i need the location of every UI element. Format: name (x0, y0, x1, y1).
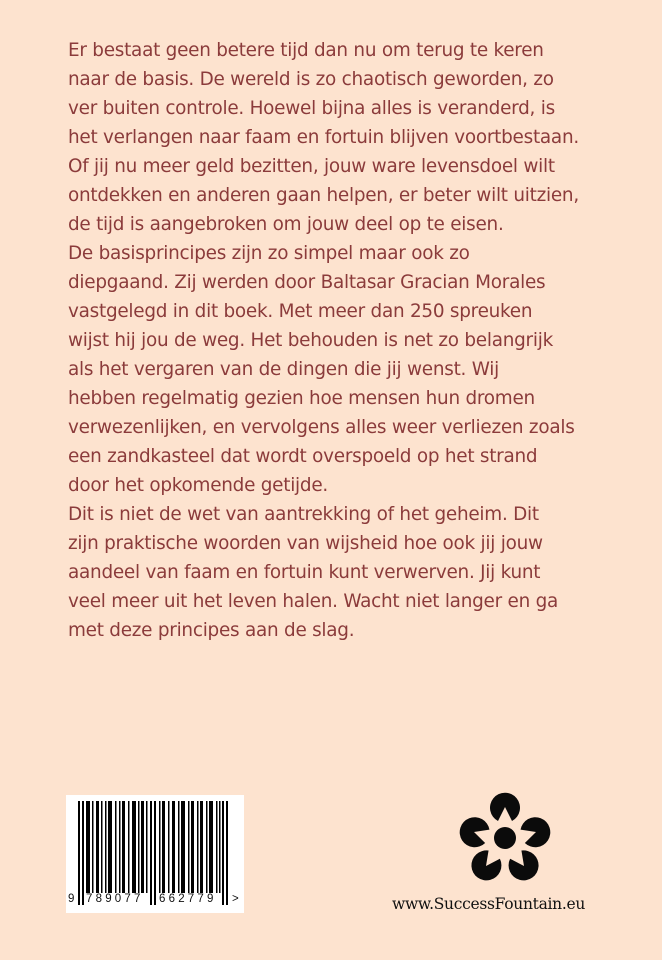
blurb-line: diepgaand. Zij werden door Baltasar Gracian Morales (68, 272, 546, 293)
blurb-line: door het opkomende getijde. (68, 475, 329, 496)
isbn-right-group: 662779 (159, 893, 217, 905)
isbn-lead-digit: 9 (68, 893, 75, 905)
blurb-line: zijn praktische woorden van wijsheid hoe ook jij jouw (68, 533, 543, 554)
blurb-line: hebben regelmatig gezien hoe mensen hun dromen (68, 388, 535, 409)
publisher-url[interactable]: www.SuccessFountain.eu (392, 895, 586, 913)
blurb-line: wijst hij jou de weg. Het behouden is net zo belangrijk (68, 330, 553, 351)
blurb-line: verwezenlijken, en vervolgens alles weer verliezen zoals (68, 417, 575, 438)
back-cover-blurb (68, 36, 658, 645)
blurb-line: vastgelegd in dit boek. Met meer dan 250 spreuken (68, 301, 533, 322)
blurb-line: een zandkasteel dat wordt overspoeld op het strand (68, 446, 538, 467)
blurb-line: ver buiten controle. Hoewel bijna alles is veranderd, is (68, 98, 555, 119)
blurb-line: aandeel van faam en fortuin kunt verwerven. Jij kunt (68, 562, 541, 583)
blurb-line: naar de basis. De wereld is zo chaotisch geworden, zo (68, 69, 554, 90)
blurb-line: met deze principes aan de slag. (68, 620, 355, 641)
isbn-left-group: 789077 (86, 893, 144, 905)
blurb-line: De basisprincipes zijn zo simpel maar ook zo (68, 243, 470, 264)
blurb-line: als het vergaren van de dingen die jij wenst. Wij (68, 359, 499, 380)
isbn-marker: > (232, 893, 239, 905)
isbn-barcode (66, 795, 244, 913)
blurb-line: Of jij nu meer geld bezitten, jouw ware levensdoel wilt (68, 156, 555, 177)
blurb-line: Dit is niet de wet van aantrekking of het geheim. Dit (68, 504, 539, 525)
blurb-line: ontdekken en anderen gaan helpen, er beter wilt uitzien, (68, 185, 579, 206)
blurb-line: de tijd is aangebroken om jouw deel op te eisen. (68, 214, 504, 235)
blurb-line: Er bestaat geen betere tijd dan nu om terug te keren (68, 40, 544, 61)
blurb-line: veel meer uit het leven halen. Wacht niet langer en ga (68, 591, 559, 612)
flower-logo-icon (455, 790, 555, 890)
blurb-line: het verlangen naar faam en fortuin blijven voortbestaan. (68, 127, 579, 148)
